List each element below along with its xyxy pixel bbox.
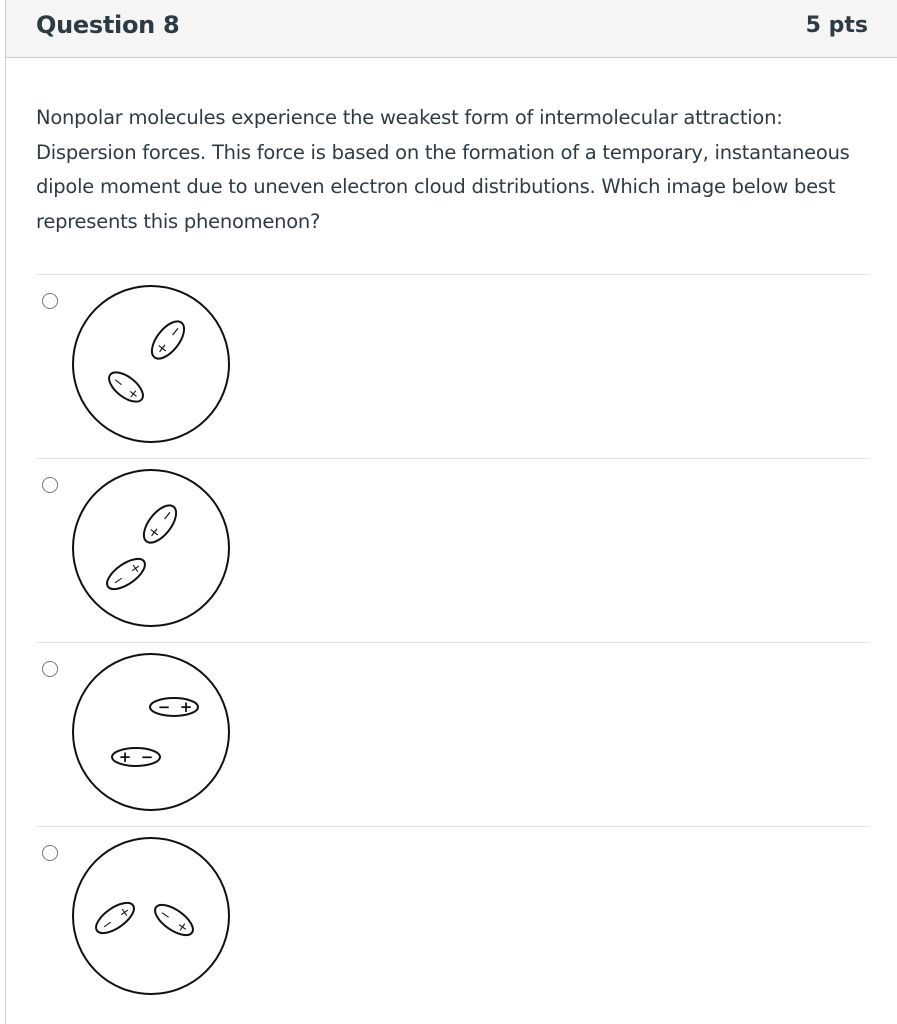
question-points: 5 pts bbox=[805, 13, 868, 38]
molecule-3-1 bbox=[150, 698, 198, 716]
molecule-outline bbox=[146, 316, 190, 364]
molecule-diagram-3 bbox=[71, 652, 231, 812]
answer-image-3 bbox=[71, 652, 231, 812]
question-header bbox=[6, 0, 897, 58]
molecule-4-2 bbox=[150, 899, 198, 941]
answer-image-2 bbox=[71, 468, 231, 628]
molecule-diagram-4 bbox=[71, 836, 231, 996]
answer-radio-3[interactable] bbox=[42, 661, 58, 677]
charge-sign: + bbox=[152, 338, 173, 359]
molecule-2-2 bbox=[102, 553, 150, 595]
answer-radio-4[interactable] bbox=[42, 845, 58, 861]
charge-sign: + bbox=[127, 559, 145, 579]
charge-sign: − bbox=[157, 506, 178, 526]
charge-sign: + bbox=[124, 385, 142, 404]
charge-sign: − bbox=[156, 906, 174, 925]
answer-option-2[interactable] bbox=[36, 458, 870, 642]
molecule-outline bbox=[138, 500, 182, 548]
container-circle bbox=[73, 286, 229, 442]
molecule-diagram-1 bbox=[71, 284, 231, 444]
charge-sign: − bbox=[98, 915, 117, 935]
answer-option-4[interactable] bbox=[36, 826, 870, 1010]
charge-sign: + bbox=[118, 748, 132, 766]
charge-sign: − bbox=[165, 322, 186, 342]
molecule-diagram-2 bbox=[71, 468, 231, 628]
question-card bbox=[5, 0, 897, 1024]
molecule-1-2 bbox=[104, 367, 148, 407]
container-circle bbox=[73, 838, 229, 994]
molecule-outline bbox=[104, 367, 148, 407]
charge-sign: − bbox=[109, 571, 128, 591]
charge-sign: + bbox=[144, 522, 165, 543]
molecule-outline bbox=[91, 897, 139, 939]
charge-sign: − bbox=[157, 698, 171, 716]
answer-list bbox=[36, 274, 870, 1010]
charge-sign: + bbox=[116, 903, 134, 923]
answer-option-1[interactable] bbox=[36, 274, 870, 458]
answer-radio-2[interactable] bbox=[42, 477, 58, 493]
molecule-2-1 bbox=[138, 500, 182, 548]
question-text: Nonpolar molecules experience the weakest form of intermolecular attraction: Dispersion forces. This force is based on the formation of a temporary, instantaneous dipole moment due to uneven electron cloud distributions. Which image below best represents this phenomenon? bbox=[36, 106, 850, 233]
answer-image-4 bbox=[71, 836, 231, 996]
charge-sign: + bbox=[179, 698, 193, 716]
answer-image-1 bbox=[71, 284, 231, 444]
container-circle bbox=[73, 654, 229, 810]
molecule-outline bbox=[102, 553, 150, 595]
molecule-outline bbox=[150, 899, 198, 941]
charge-sign: − bbox=[109, 373, 127, 392]
container-circle bbox=[73, 470, 229, 626]
molecule-4-1 bbox=[91, 897, 139, 939]
charge-sign: − bbox=[140, 748, 154, 766]
molecule-3-2 bbox=[112, 748, 160, 766]
answer-radio-1[interactable] bbox=[42, 293, 58, 309]
question-title: Question 8 bbox=[36, 11, 180, 39]
charge-sign: + bbox=[173, 918, 191, 937]
answer-option-3[interactable] bbox=[36, 642, 870, 826]
molecule-1-1 bbox=[146, 316, 190, 364]
